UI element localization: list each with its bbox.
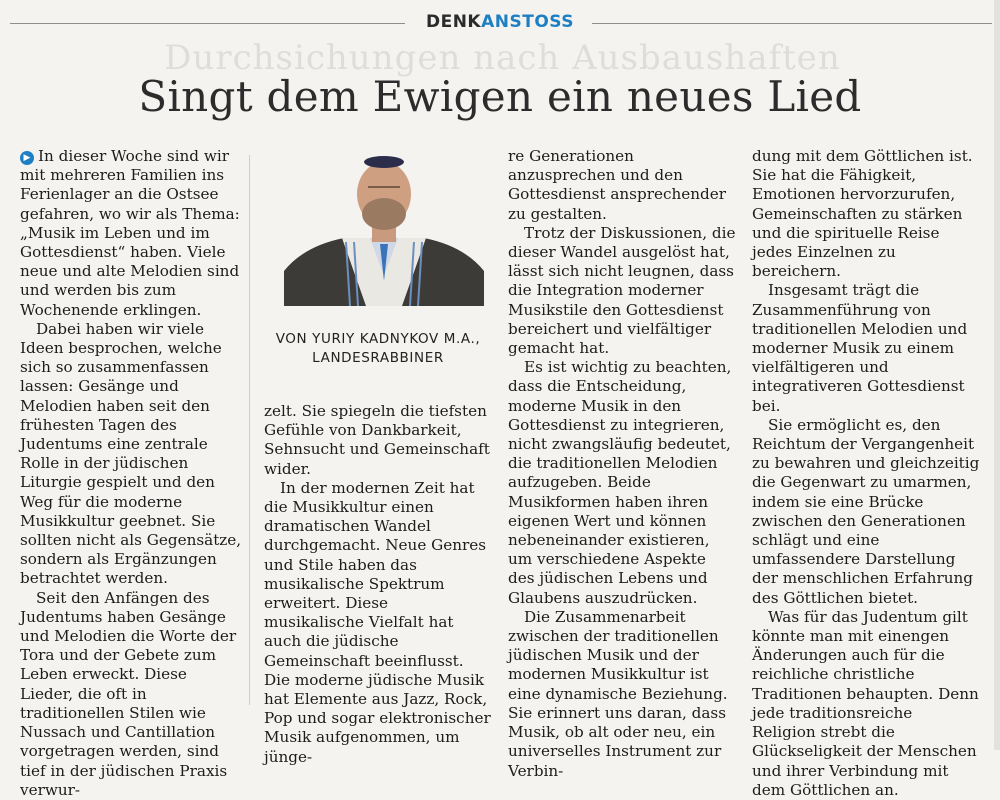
column-rule <box>249 155 250 705</box>
rubric-part-1: DENK <box>418 12 481 32</box>
paragraph: Es ist wichtig zu beachten, dass die Entscheidung, moderne Musik in den Gottesdienst zu integrieren, nicht zwangsläufig bedeutet, die traditionellen Melodien aufzugeben. Beide Musikformen haben ihren eigenen Wert und können nebeneinander existieren, um verschiedene Aspekte des jüdischen Lebens und Glaubens auszudrücken. <box>508 358 732 607</box>
paragraph <box>20 147 242 320</box>
byline <box>260 330 496 368</box>
paragraph: Seit den Anfängen des Judentums haben Gesänge und Melodien die Worte der Tora und der Gebete zum Leben erweckt. Diese Lieder, die oft in traditionellen Stilen wie Nussach und Cantillation vorgetragen werden, sind tief in der jüdischen Praxis verwur- <box>20 588 237 799</box>
paragraph: Insgesamt trägt die Zusammenführung von traditionellen Melodien und moderner Musik zu einem vielfältigeren und integrativeren Gottesdienst bei. <box>752 281 968 415</box>
column-3 <box>508 147 736 781</box>
arrow-right-icon: ▶ <box>20 151 34 165</box>
byline-role: LANDESRABBINER <box>312 350 444 366</box>
ghost-heading: Durchsichungen nach Ausbaushaften <box>164 38 841 78</box>
paragraph: In der modernen Zeit hat die Musikkultur einen dramatischen Wandel durchgemacht. Neue Genres und Stile haben das musikalische Spektrum erweitert. Diese musikalische Vielfalt hat auch die jüdische Gemeinschaft beeinflusst. Die moderne jüdische Musik hat Elemente aus Jazz, Rock, Pop und sogar elektronischer Musik aufgenommen, um jünge- <box>264 478 491 766</box>
paragraph: Die Zusammenarbeit zwischen der traditionellen jüdischen Musik und der modernen Musikkultur ist eine dynamische Beziehung. Sie erinnert uns daran, dass Musik, ob alt oder neu, ein universelles Instrument zur Verbin- <box>508 607 728 780</box>
paragraph-text: In dieser Woche sind wir mit mehreren Familien ins Ferienlager an die Ostsee gefahren, wo wir als Thema: „Musik im Leben und im Gottesdienst“ haben. Viele neue und alte Melodien sind und werden bis zum Wochenende erklingen. <box>20 147 240 319</box>
column-1 <box>20 147 242 800</box>
byline-author: VON YURIY KADNYKOV M.A., <box>275 331 481 347</box>
paragraph: dung mit dem Göttlichen ist. Sie hat die Fähigkeit, Emotionen hervorzurufen, Gemeinschaften zu stärken und die spirituelle Reise jedes Einzelnen zu bereichern. <box>752 147 973 281</box>
portrait-photo <box>284 146 484 306</box>
paragraph: Dabei haben wir viele Ideen besprochen, welche sich so zusammenfassen lassen: Gesänge und Melodien haben seit den frühesten Tagen des Judentums eine zentrale Rolle in der jüdischen Liturgie gespielt und den Weg für die moderne Musikkultur geebnet. Sie sollten nicht als Gegensätze, sondern als Ergänzungen betrachtet werden. <box>20 319 242 588</box>
paragraph: Trotz der Diskussionen, die dieser Wandel ausgelöst hat, lässt sich nicht leugnen, dass die Integration moderner Musikstile den Gottesdienst bereichert und vielfältiger gemacht hat. <box>508 223 736 358</box>
rubric <box>0 12 1000 32</box>
column-2 <box>264 402 492 767</box>
paragraph: Was für das Judentum gilt könnte man mit einengen Änderungen auch für die reichliche christliche Traditionen behaupten. Denn jede traditionsreiche Religion strebt die Glückseligkeit der Menschen und ihrer Verbindung mit dem Göttlichen an. <box>752 607 979 799</box>
rubric-part-2: ANSTOSS <box>481 12 582 32</box>
column-4 <box>752 147 980 800</box>
paragraph: zelt. Sie spiegeln die tiefsten Gefühle von Dankbarkeit, Sehnsucht und Gemeinschaft wider. <box>264 402 490 478</box>
paragraph: re Generationen anzusprechen und den Gottesdienst ansprechender zu gestalten. <box>508 147 726 223</box>
paragraph: Sie ermöglicht es, den Reichtum der Vergangenheit zu bewahren und gleichzeitig die Gegenwart zu umarmen, indem sie eine Brücke zwischen den Generationen schlägt und eine umfassendere Darstellung der menschlichen Erfahrung des Göttlichen bietet. <box>752 415 980 607</box>
headline: Singt dem Ewigen ein neues Lied <box>138 72 862 121</box>
